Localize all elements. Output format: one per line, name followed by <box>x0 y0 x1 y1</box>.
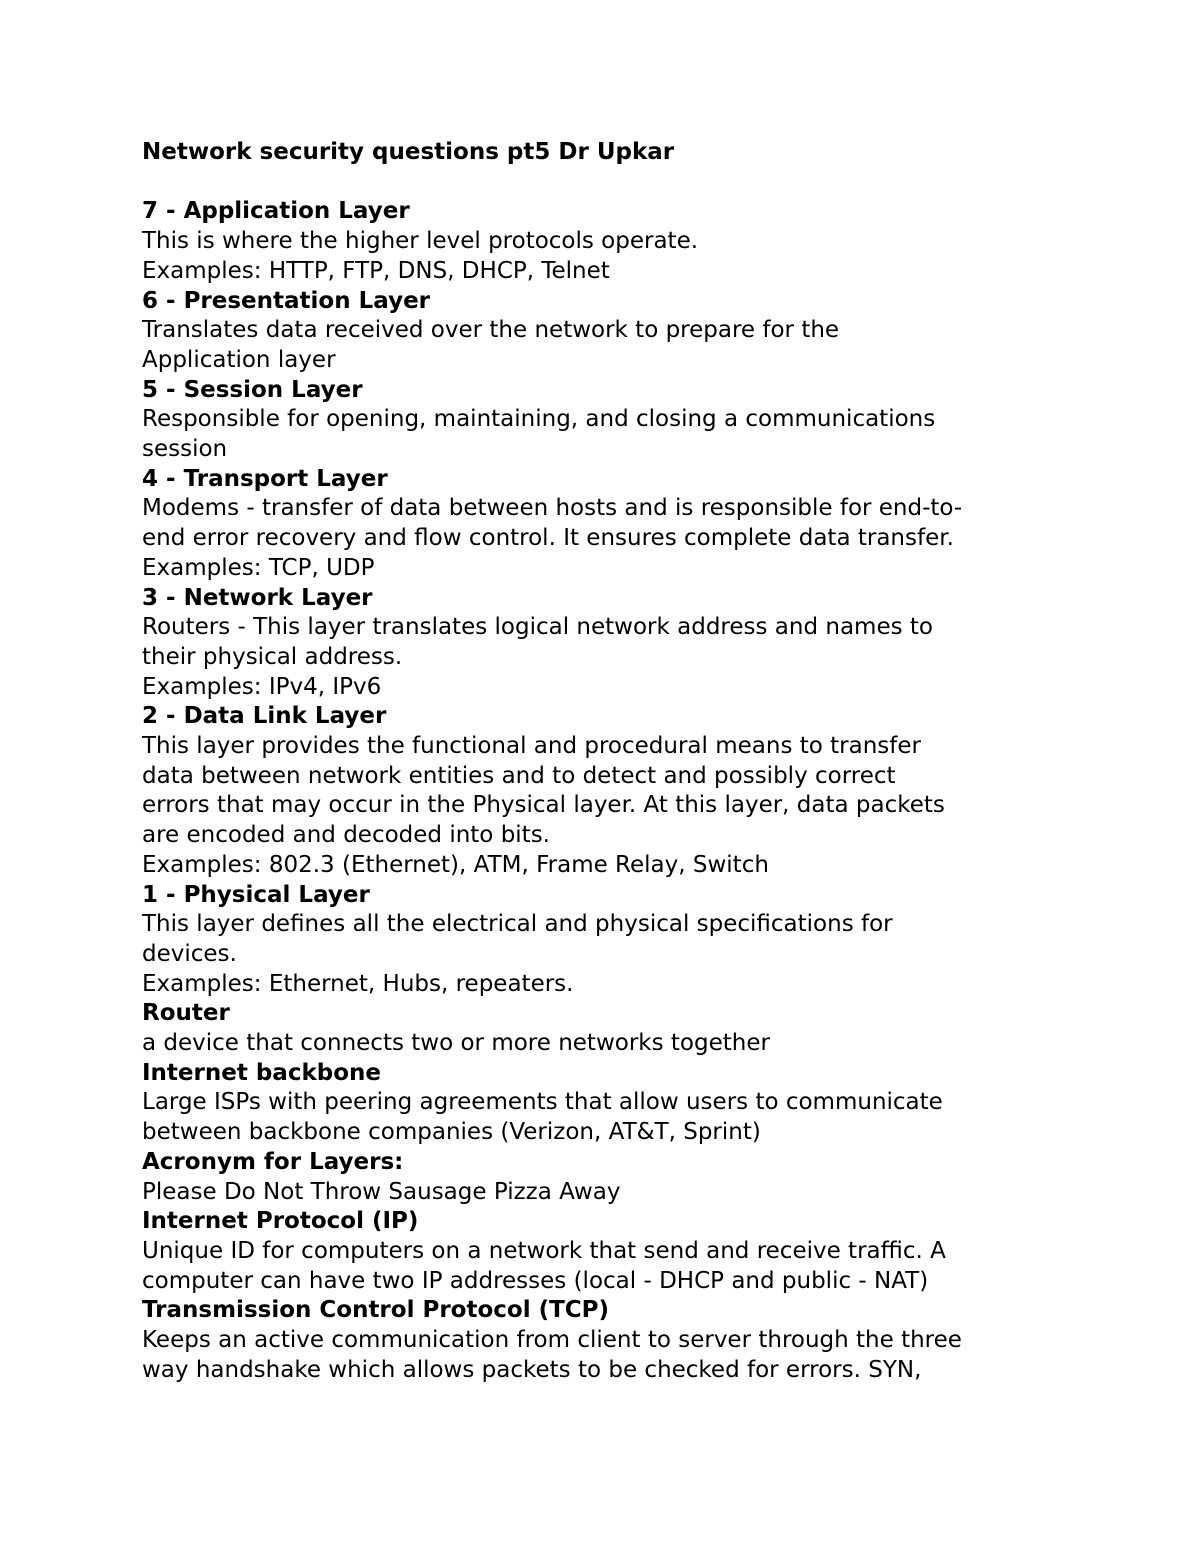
section-10 <box>142 1148 1072 1207</box>
document-title: Network security questions pt5 Dr Upkar <box>142 139 675 165</box>
section-heading: 7 - Application Layer <box>142 198 410 225</box>
section-body-line: Application layer <box>142 346 336 373</box>
section-heading: 2 - Data Link Layer <box>142 703 387 730</box>
section-4 <box>142 465 1072 584</box>
section-body-line: This layer defines all the electrical and physical specifications for <box>142 911 893 938</box>
section-body-line: a device that connects two or more networks together <box>142 1030 770 1057</box>
section-heading: Acronym for Layers: <box>142 1148 404 1175</box>
section-body-line: Examples: HTTP, FTP, DNS, DHCP, Telnet <box>142 257 610 284</box>
section-12 <box>142 1296 1072 1385</box>
section-body-line: are encoded and decoded into bits. <box>142 822 550 849</box>
section-8 <box>142 999 1072 1058</box>
section-body-line: computer can have two IP addresses (local - DHCP and public - NAT) <box>142 1267 929 1294</box>
section-body-line: Routers - This layer translates logical network address and names to <box>142 614 933 641</box>
section-body-line: Translates data received over the network to prepare for the <box>142 317 840 344</box>
section-body-line: This layer provides the functional and procedural means to transfer <box>142 733 921 760</box>
section-body-line: devices. <box>142 940 237 967</box>
section-body-line: Large ISPs with peering agreements that allow users to communicate <box>142 1089 943 1116</box>
section-body-line: Examples: IPv4, IPv6 <box>142 673 382 700</box>
section-3 <box>142 376 1072 465</box>
section-2 <box>142 287 1072 376</box>
section-7 <box>142 881 1072 1000</box>
section-body-line: way handshake which allows packets to be checked for errors. SYN, <box>142 1356 922 1383</box>
section-5 <box>142 584 1072 703</box>
section-heading: Internet Protocol (IP) <box>142 1208 419 1235</box>
section-9 <box>142 1059 1072 1148</box>
section-heading: 3 - Network Layer <box>142 584 373 611</box>
section-body-line: errors that may occur in the Physical layer. At this layer, data packets <box>142 792 945 819</box>
document-body <box>142 197 1072 1385</box>
document-page <box>142 138 1072 1386</box>
section-body-line: Please Do Not Throw Sausage Pizza Away <box>142 1178 621 1205</box>
section-body-line: Examples: Ethernet, Hubs, repeaters. <box>142 970 574 997</box>
section-body-line: Modems - transfer of data between hosts and is responsible for end-to- <box>142 495 963 522</box>
section-1 <box>142 197 1072 286</box>
section-body-line: their physical address. <box>142 643 403 670</box>
section-heading: 5 - Session Layer <box>142 376 363 403</box>
section-body-line: Unique ID for computers on a network that send and receive traffic. A <box>142 1238 946 1264</box>
section-6 <box>142 702 1072 880</box>
section-heading: Router <box>142 1000 230 1027</box>
section-heading: Transmission Control Protocol (TCP) <box>142 1297 610 1324</box>
section-body-line: session <box>142 436 228 463</box>
section-heading: 4 - Transport Layer <box>142 465 388 492</box>
section-body-line: Keeps an active communication from client to server through the three <box>142 1327 962 1354</box>
section-11 <box>142 1207 1072 1296</box>
section-body-line: This is where the higher level protocols operate. <box>142 228 699 255</box>
section-body-line: between backbone companies (Verizon, AT&T, Sprint) <box>142 1119 761 1146</box>
section-heading: 1 - Physical Layer <box>142 881 370 908</box>
section-body-line: end error recovery and flow control. It ensures complete data transfer. <box>142 525 954 552</box>
section-body-line: Examples: TCP, UDP <box>142 554 375 581</box>
section-body-line: Examples: 802.3 (Ethernet), ATM, Frame Relay, Switch <box>142 851 769 878</box>
section-body-line: Responsible for opening, maintaining, and closing a communications <box>142 406 936 433</box>
section-heading: 6 - Presentation Layer <box>142 287 431 314</box>
section-body-line: data between network entities and to detect and possibly correct <box>142 762 896 789</box>
section-heading: Internet backbone <box>142 1059 381 1086</box>
